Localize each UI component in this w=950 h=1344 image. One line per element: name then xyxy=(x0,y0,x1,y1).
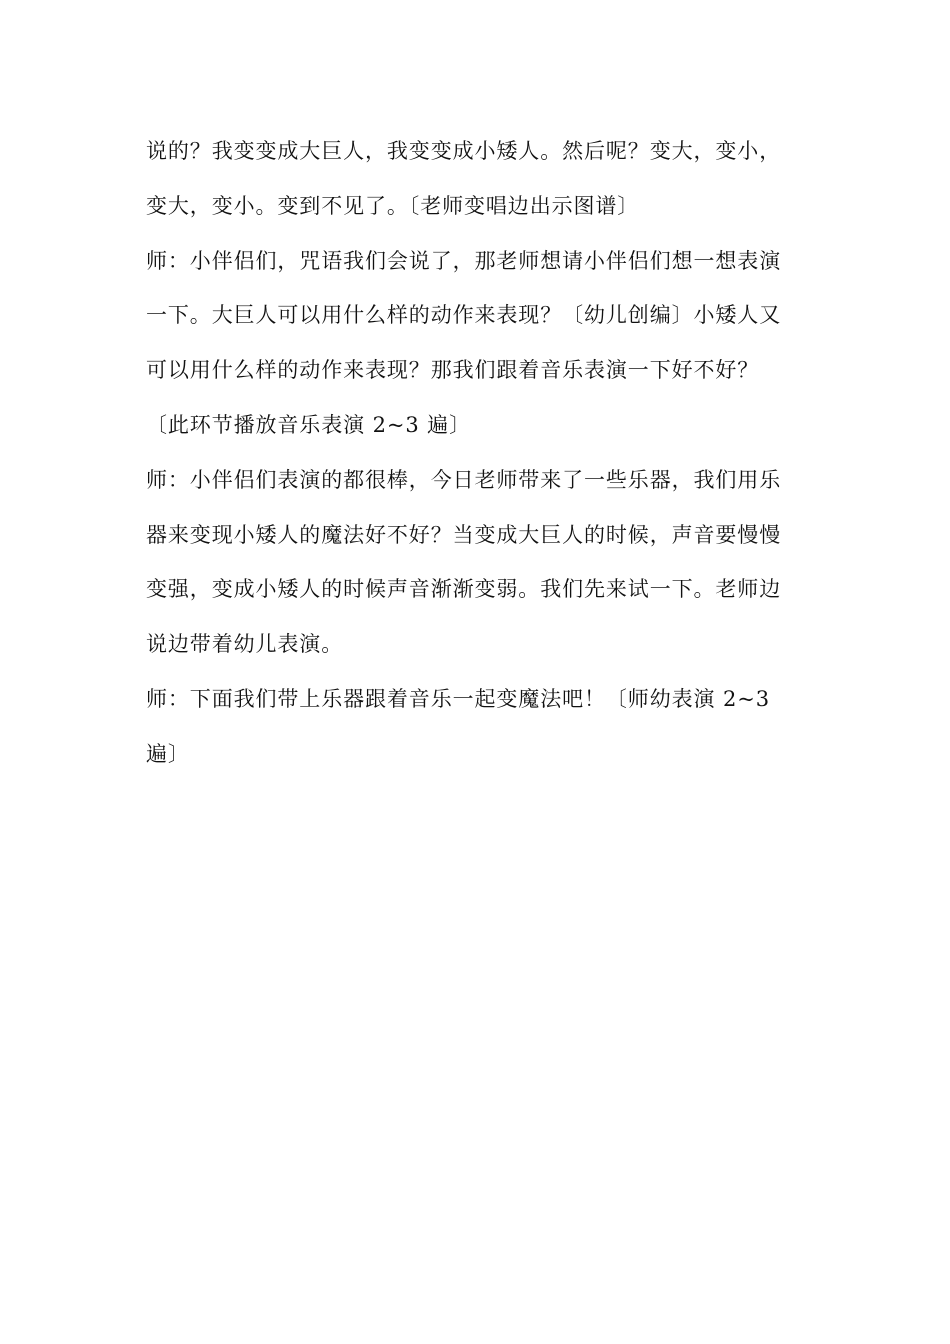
text-line: 变强，变成小矮人的时候声音渐渐变弱。我们先来试一下。老师边 xyxy=(146,577,782,602)
text-line: 师：小伴侣们，咒语我们会说了，那老师想请小伴侣们想一想表演 xyxy=(146,248,782,273)
text-line: 师：下面我们带上乐器跟着音乐一起变魔法吧！〔师幼表演 2~3 xyxy=(146,686,770,711)
text-line: 说的？我变变成大巨人，我变变成小矮人。然后呢？变大，变小， xyxy=(146,139,782,163)
text-line: 师：小伴侣们表演的都很棒，今日老师带来了一些乐器，我们用乐 xyxy=(146,467,782,492)
text-line: 一下。大巨人可以用什么样的动作来表现？〔幼儿创编〕小矮人又 xyxy=(146,303,782,328)
text-line: 〔此环节播放音乐表演 2~3 遍〕 xyxy=(146,412,471,437)
text-line: 遍〕 xyxy=(146,741,190,766)
text-line: 器来变现小矮人的魔法好不好？当变成大巨人的时候，声音要慢慢 xyxy=(146,522,782,547)
text-line: 变大，变小。变到不见了。〔老师变唱边出示图谱〕 xyxy=(146,193,640,218)
document-body xyxy=(146,130,816,788)
text-line: 可以用什么样的动作来表现？那我们跟着音乐表演一下好不好？ xyxy=(146,358,760,383)
text-line: 说边带着幼儿表演。 xyxy=(146,632,344,657)
